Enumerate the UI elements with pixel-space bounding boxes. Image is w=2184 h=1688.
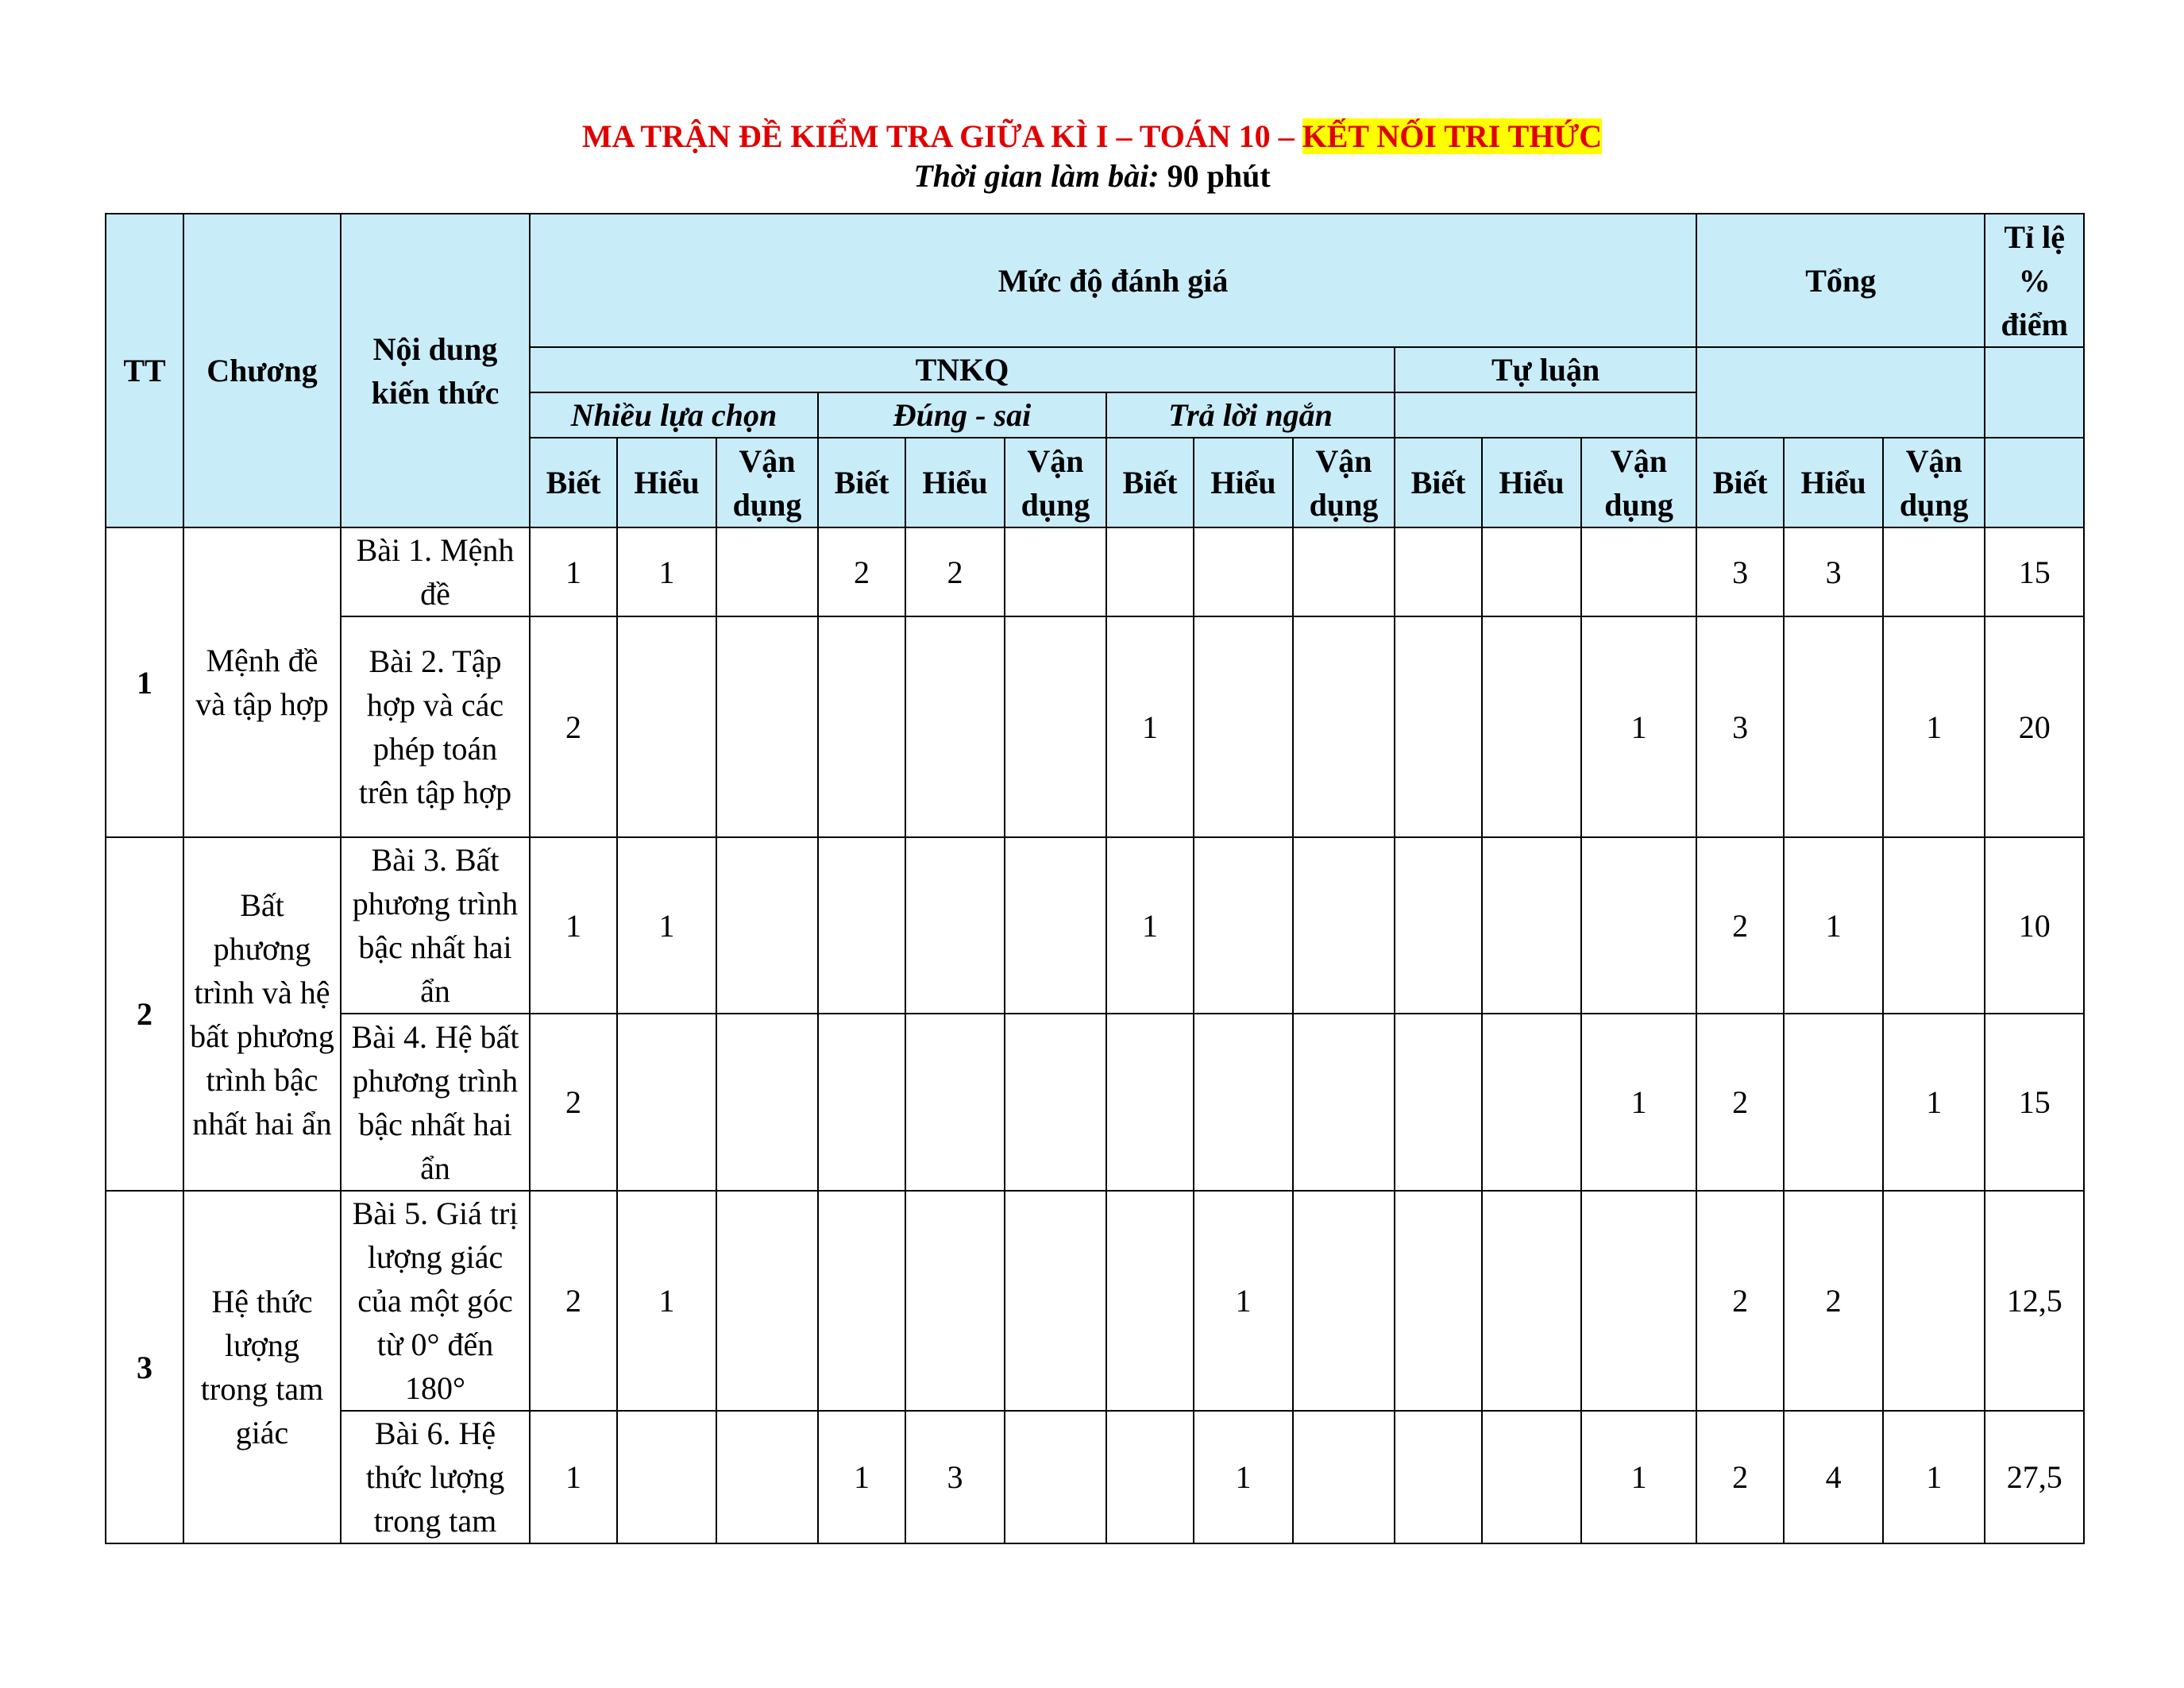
- header-tnkq: TNKQ: [530, 347, 1395, 392]
- cell-value: [617, 1014, 716, 1191]
- header-row-1: [106, 214, 2084, 347]
- cell-value: [1883, 527, 1985, 616]
- header-tra-loi-ngan: Trả lời ngắn: [1106, 392, 1395, 438]
- cell-value: 1: [1581, 1014, 1696, 1191]
- cell-value: 1: [1194, 1411, 1293, 1543]
- cell-value: [1194, 1014, 1293, 1191]
- cell-value: [1482, 1411, 1581, 1543]
- cell-value: 3: [1696, 527, 1784, 616]
- cell-ti-le: 12,5: [1985, 1191, 2084, 1411]
- level-header: Biết: [818, 438, 905, 527]
- level-header: Biết: [530, 438, 617, 527]
- cell-ti-le: 27,5: [1985, 1411, 2084, 1543]
- cell-value: 3: [905, 1411, 1005, 1543]
- cell-value: 1: [1883, 1014, 1985, 1191]
- cell-value: [1482, 616, 1581, 837]
- cell-value: [1395, 1014, 1482, 1191]
- cell-value: [1005, 837, 1106, 1014]
- title-main: MA TRẬN ĐỀ KIỂM TRA GIỮA KÌ I – TOÁN 10 –: [581, 118, 1302, 154]
- cell-value: [716, 837, 818, 1014]
- cell-value: 2: [1696, 1191, 1784, 1411]
- cell-value: [1005, 527, 1106, 616]
- cell-chuong: Mệnh đề và tập hợp: [183, 527, 341, 837]
- cell-noi-dung: Bài 3. Bất phương trình bậc nhất hai ẩn: [341, 837, 530, 1014]
- cell-value: 1: [617, 527, 716, 616]
- cell-value: [617, 616, 716, 837]
- document-title: [0, 116, 2184, 157]
- cell-value: [1395, 837, 1482, 1014]
- cell-value: [716, 1411, 818, 1543]
- cell-chuong: Bất phương trình và hệ bất phương trình bậc nhất hai ẩn: [183, 837, 341, 1191]
- cell-ti-le: 10: [1985, 837, 2084, 1014]
- cell-noi-dung: Bài 4. Hệ bất phương trình bậc nhất hai ẩn: [341, 1014, 530, 1191]
- cell-value: 4: [1784, 1411, 1883, 1543]
- cell-value: [1005, 1014, 1106, 1191]
- cell-value: 1: [530, 837, 617, 1014]
- cell-value: 2: [530, 616, 617, 837]
- cell-value: [818, 1014, 905, 1191]
- level-header: Vận dụng: [1581, 438, 1696, 527]
- cell-value: 2: [530, 1014, 617, 1191]
- cell-value: [1005, 1411, 1106, 1543]
- cell-tt: 1: [106, 527, 183, 837]
- cell-value: [1293, 837, 1395, 1014]
- cell-value: 1: [818, 1411, 905, 1543]
- cell-value: 1: [530, 527, 617, 616]
- cell-value: [1293, 1014, 1395, 1191]
- level-header: Biết: [1106, 438, 1194, 527]
- cell-value: [1395, 1411, 1482, 1543]
- level-header: Biết: [1395, 438, 1482, 527]
- cell-value: [1482, 1191, 1581, 1411]
- cell-ti-le: 15: [1985, 527, 2084, 616]
- cell-value: 1: [617, 837, 716, 1014]
- assessment-matrix-table: [105, 213, 2085, 1544]
- level-header: Vận dụng: [716, 438, 818, 527]
- cell-value: [1395, 1191, 1482, 1411]
- cell-value: [818, 1191, 905, 1411]
- level-header: Hiểu: [1482, 438, 1581, 527]
- cell-value: [1784, 1014, 1883, 1191]
- cell-noi-dung: Bài 1. Mệnh đề: [341, 527, 530, 616]
- cell-value: [1194, 837, 1293, 1014]
- header-ti-le: Tỉ lệ % điểm: [1985, 214, 2084, 347]
- document-subtitle: [0, 156, 2184, 197]
- level-header: Hiểu: [1194, 438, 1293, 527]
- cell-value: [1106, 527, 1194, 616]
- cell-value: [1293, 1411, 1395, 1543]
- cell-value: 2: [1696, 837, 1784, 1014]
- level-header: Vận dụng: [1293, 438, 1395, 527]
- level-header: Hiểu: [617, 438, 716, 527]
- cell-value: [1883, 837, 1985, 1014]
- title-highlight: KẾT NỐI TRI THỨC: [1302, 118, 1603, 154]
- cell-chuong: Hệ thức lượng trong tam giác: [183, 1191, 341, 1543]
- cell-value: 2: [530, 1191, 617, 1411]
- cell-ti-le: 20: [1985, 616, 2084, 837]
- cell-value: 1: [1194, 1191, 1293, 1411]
- header-dung-sai: Đúng - sai: [818, 392, 1106, 438]
- cell-value: [818, 616, 905, 837]
- cell-value: [1581, 1191, 1696, 1411]
- header-ti-le-blank: [1985, 347, 2084, 438]
- header-noi-dung: Nội dung kiến thức: [341, 214, 530, 527]
- cell-value: [1005, 616, 1106, 837]
- cell-value: [716, 1191, 818, 1411]
- level-header: Vận dụng: [1005, 438, 1106, 527]
- cell-noi-dung: Bài 6. Hệ thức lượng trong tam: [341, 1411, 530, 1543]
- cell-value: 2: [1696, 1411, 1784, 1543]
- cell-value: [1106, 1411, 1194, 1543]
- cell-value: [1482, 527, 1581, 616]
- header-tt: TT: [106, 214, 183, 527]
- cell-tt: 2: [106, 837, 183, 1191]
- cell-value: 1: [1784, 837, 1883, 1014]
- cell-value: 2: [905, 527, 1005, 616]
- table-row: [106, 1014, 2084, 1191]
- cell-value: 2: [1696, 1014, 1784, 1191]
- cell-value: [1482, 1014, 1581, 1191]
- header-nhieu-lua-chon: Nhiều lựa chọn: [530, 392, 818, 438]
- cell-value: [905, 616, 1005, 837]
- cell-value: [905, 837, 1005, 1014]
- cell-value: [716, 1014, 818, 1191]
- cell-value: 2: [1784, 1191, 1883, 1411]
- cell-value: [716, 527, 818, 616]
- cell-value: [1784, 616, 1883, 837]
- cell-value: [1005, 1191, 1106, 1411]
- cell-value: [1883, 1191, 1985, 1411]
- cell-value: [1293, 616, 1395, 837]
- table-row: [106, 1191, 2084, 1411]
- cell-value: 1: [1883, 1411, 1985, 1543]
- header-tong-blank: [1696, 347, 1985, 438]
- cell-value: 1: [1581, 616, 1696, 837]
- cell-value: [1106, 1014, 1194, 1191]
- cell-value: [1106, 1191, 1194, 1411]
- cell-value: [1395, 616, 1482, 837]
- header-tong: Tổng: [1696, 214, 1985, 347]
- cell-value: 1: [1106, 616, 1194, 837]
- subtitle-label: Thời gian làm bài:: [913, 158, 1160, 194]
- cell-value: [1581, 527, 1696, 616]
- level-header: Vận dụng: [1883, 438, 1985, 527]
- cell-value: [617, 1411, 716, 1543]
- cell-value: 2: [818, 527, 905, 616]
- header-tu-luan-blank: [1395, 392, 1696, 438]
- cell-value: [1581, 837, 1696, 1014]
- cell-value: [1395, 527, 1482, 616]
- cell-tt: 3: [106, 1191, 183, 1543]
- cell-value: 1: [530, 1411, 617, 1543]
- cell-value: [1482, 837, 1581, 1014]
- cell-value: [716, 616, 818, 837]
- cell-value: [905, 1191, 1005, 1411]
- cell-value: [1194, 527, 1293, 616]
- cell-value: 3: [1784, 527, 1883, 616]
- header-chuong: Chương: [183, 214, 341, 527]
- cell-value: 1: [1106, 837, 1194, 1014]
- cell-value: 1: [617, 1191, 716, 1411]
- header-muc-do: Mức độ đánh giá: [530, 214, 1696, 347]
- header-tu-luan: Tự luận: [1395, 347, 1696, 392]
- matrix-body: [106, 527, 2084, 1543]
- cell-value: 1: [1581, 1411, 1696, 1543]
- level-header: Hiểu: [1784, 438, 1883, 527]
- level-header-ti-le-blank: [1985, 438, 2084, 527]
- table-row: [106, 616, 2084, 837]
- level-header: Biết: [1696, 438, 1784, 527]
- cell-noi-dung: Bài 5. Giá trị lượng giác của một góc từ 0° đến 180°: [341, 1191, 530, 1411]
- cell-ti-le: 15: [1985, 1014, 2084, 1191]
- cell-value: [1293, 527, 1395, 616]
- table-row: [106, 1411, 2084, 1543]
- table-row: [106, 837, 2084, 1014]
- cell-value: [818, 837, 905, 1014]
- cell-value: [905, 1014, 1005, 1191]
- cell-value: [1194, 616, 1293, 837]
- table-row: [106, 527, 2084, 616]
- cell-value: 3: [1696, 616, 1784, 837]
- cell-value: [1293, 1191, 1395, 1411]
- cell-value: 1: [1883, 616, 1985, 837]
- subtitle-value: 90 phút: [1159, 158, 1271, 194]
- level-header: Hiểu: [905, 438, 1005, 527]
- cell-noi-dung: Bài 2. Tập hợp và các phép toán trên tập hợp: [341, 616, 530, 837]
